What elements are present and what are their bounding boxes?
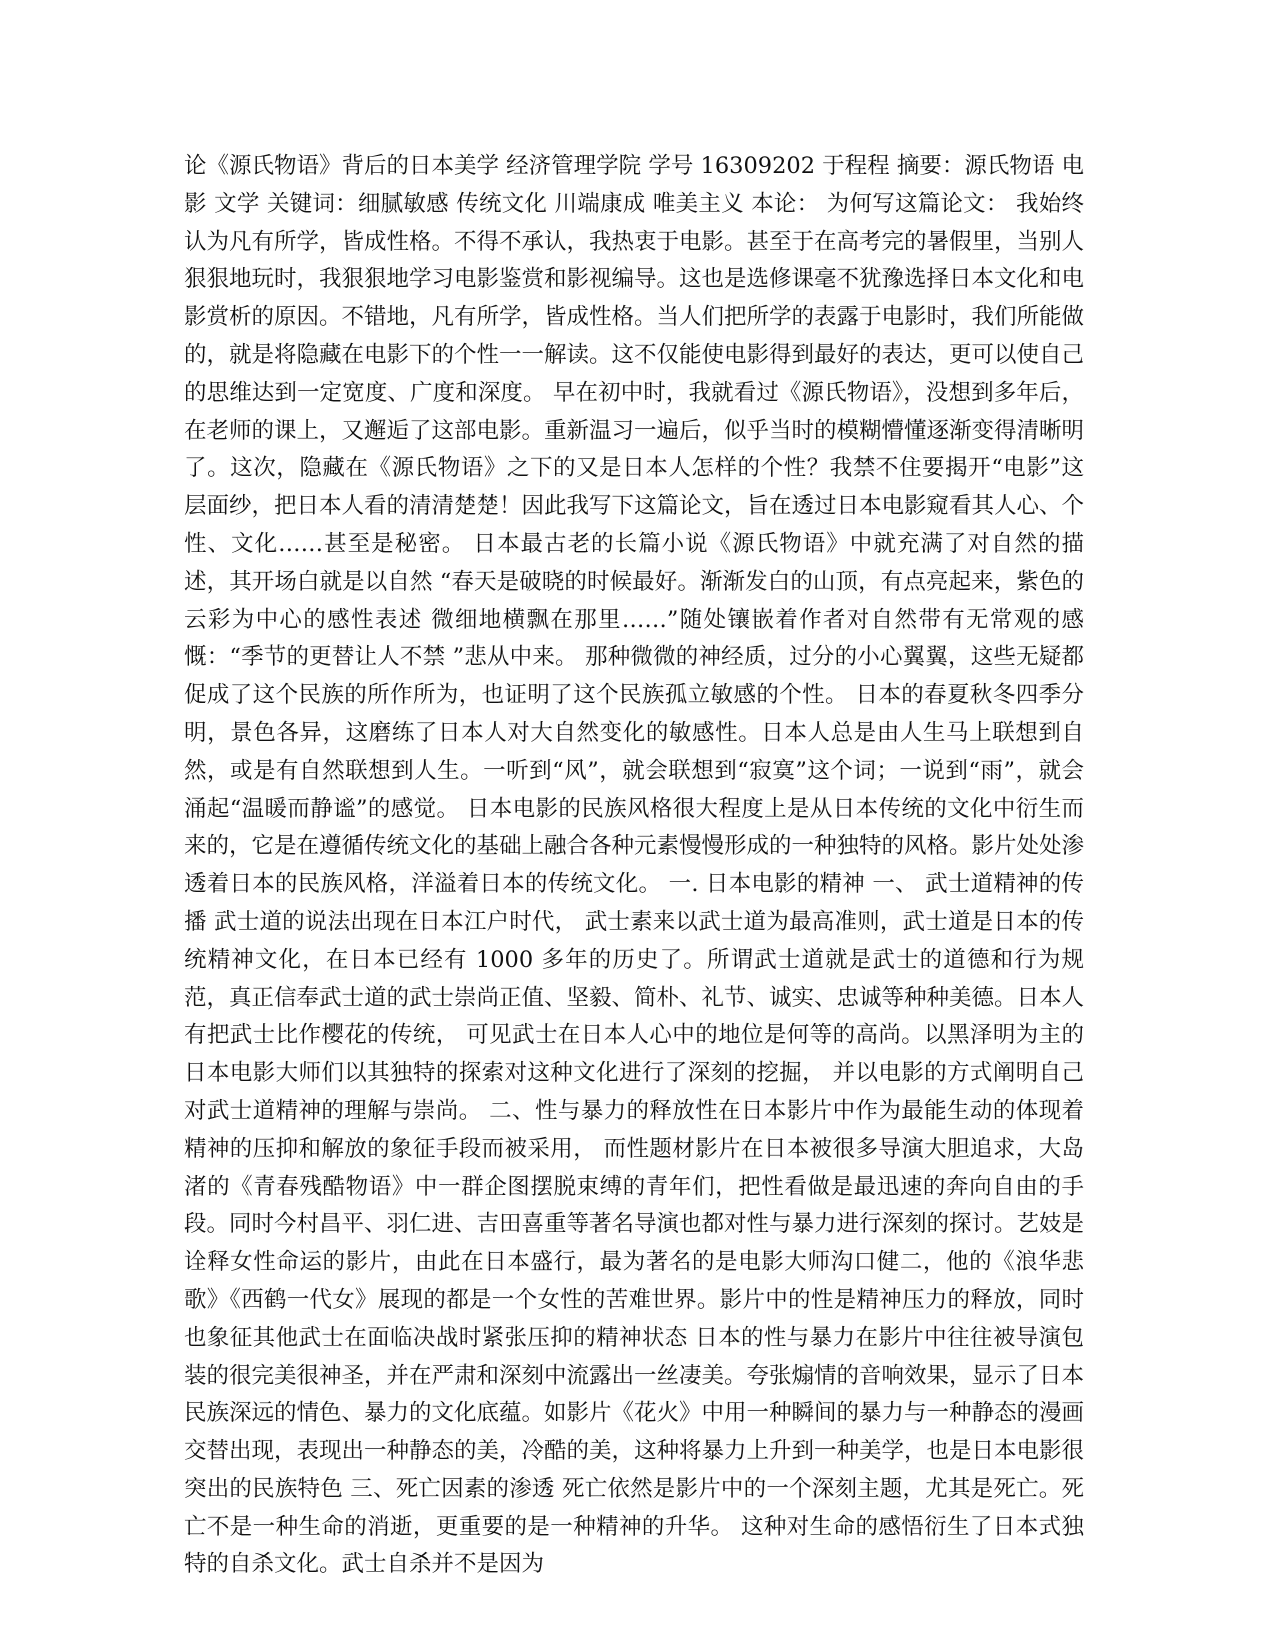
body-text: 论《源氏物语》背后的日本美学 经济管理学院 学号 16309202 于程程 摘要：源氏物语 电影 文学 关键词：细腻敏感 传统文化 川端康成 唯美主义 本论： 为何写这篇论文： 我始终认为凡有所学，皆成性格。不得不承认，我热衷于电影。甚至于在高考完的暑假里，当别人狠狠地玩时，我狠狠地学习电影鉴赏和影视编导。这也是选修课毫不犹豫选择日本文化和电影赏析的原因。不错地，凡有所学，皆成性格。当人们把所学的表露于电影时，我们所能做的，就是将隐藏在电影下的个性一一解读。这不仅能使电影得到最好的表达，更可以使自己的思维达到一定宽度、广度和深度。 早在初中时，我就看过《源氏物语》，没想到多年后，在老师的课上，又邂逅了这部电影。重新温习一遍后，似乎当时的模糊懵懂逐渐变得清晰明了。这次，隐藏在《源氏物语》之下的又是日本人怎样的个性？我禁不住要揭开“电影”这层面纱，把日本人看的清清楚楚！因此我写下这篇论文，旨在透过日本电影窥看其人心、个性、文化……甚至是秘密。 日本最古老的长篇小说《源氏物语》中就充满了对自然的描述，其开场白就是以自然 “春天是破晓的时候最好。渐渐发白的山顶，有点亮起来，紫色的云彩为中心的感性表述 微细地横飘在那里……”随处镶嵌着作者对自然带有无常观的感慨：“季节的更替让人不禁 ”悲从中来。 那种微微的神经质，过分的小心翼翼，这些无疑都促成了这个民族的所作所为，也证明了这个民族孤立敏感的个性。 日本的春夏秋冬四季分明，景色各异，这磨练了日本人对大自然变化的敏感性。日本人总是由人生马上联想到自然，或是有自然联想到人生。一听到“风”，就会联想到“寂寞”这个词；一说到“雨”，就会涌起“温暖而静谧”的感觉。 日本电影的民族风格很大程度上是从日本传统的文化中衍生而来的，它是在遵循传统文化的基础上融合各种元素慢慢形成的一种独特的风格。影片处处渗透着日本的民族风格，洋溢着日本的传统文化。 一. 日本电影的精神 一、 武士道精神的传播 武士道的说法出现在日本江户时代， 武士素来以武士道为最高准则，武士道是日本的传统精神文化，在日本已经有 1000 多年的历史了。所谓武士道就是武士的道德和行为规范，真正信奉武士道的武士崇尚正值、坚毅、简朴、礼节、诚实、忠诚等种种美德。日本人有把武士比作樱花的传统， 可见武士在日本人心中的地位是何等的高尚。以黑泽明为主的日本电影大师们以其独特的探索对这种文化进行了深刻的挖掘， 并以电影的方式阐明自己对武士道精神的理解与崇尚。 二、性与暴力的释放性在日本影片中作为最能生动的体现着精神的压抑和解放的象征手段而被采用， 而性题材影片在日本被很多导演大胆追求，大岛渚的《青春残酷物语》中一群企图摆脱束缚的青年们，把性看做是最迅速的奔向自由的手段。同时今村昌平、羽仁进、吉田喜重等著名导演也都对性与暴力进行深刻的探讨。艺妓是诠释女性命运的影片，由此在日本盛行，最为著名的是电影大师沟口健二，他的《浪华悲歌》《西鹤一代女》展现的都是一个女性的苦难世界。影片中的性是精神压力的释放，同时也象征其他武士在面临决战时紧张压抑的精神状态 日本的性与暴力在影片中往往被导演包装的很完美很神圣，并在严肃和深刻中流露出一丝凄美。夸张煽情的音响效果，显示了日本民族深远的情色、暴力的文化底蕴。如影片《花火》中用一种瞬间的暴力与一种静态的漫画交替出现，表现出一种静态的美，冷酷的美，这种将暴力上升到一种美学，也是日本电影很突出的民族特色 三、死亡因素的渗透 死亡依然是影片中的一个深刻主题，尤其是死亡。死亡不是一种生命的消逝，更重要的是一种精神的升华。 这种对生命的感悟衍生了日本式独特的自杀文化。武士自杀并不是因为	[184, 153, 1085, 1578]
